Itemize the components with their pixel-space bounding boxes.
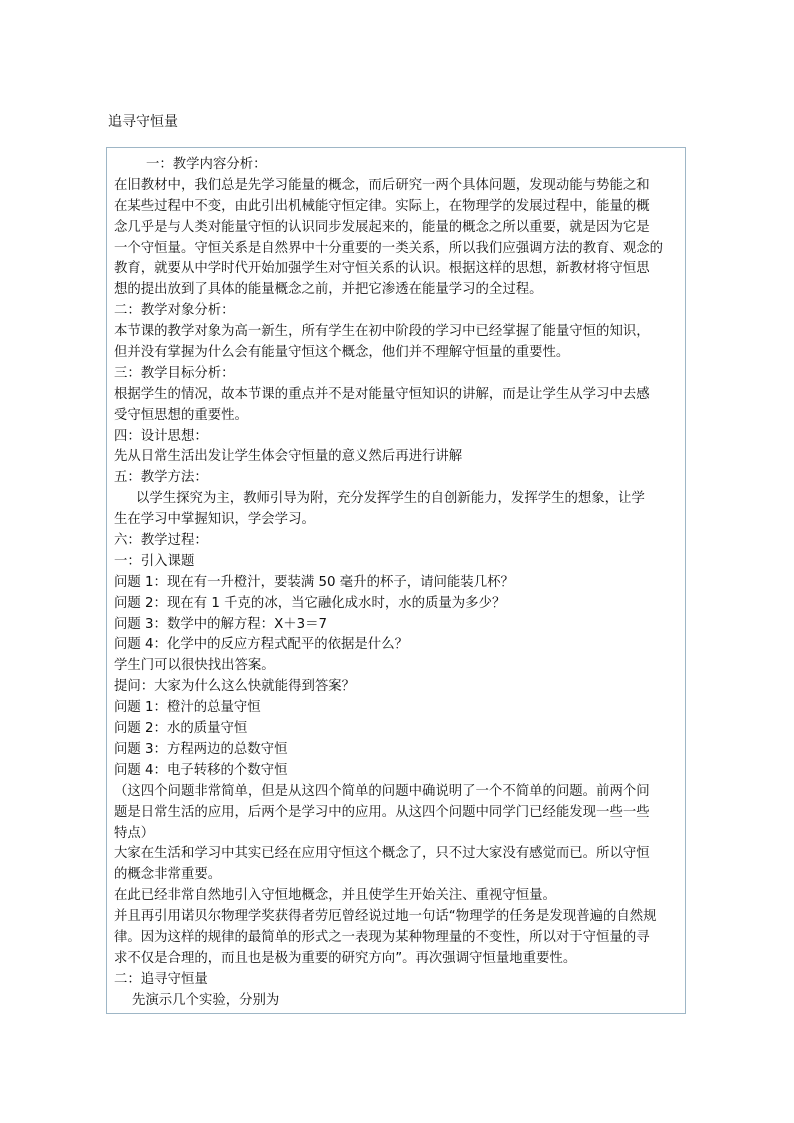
paragraph-line: 题是日常生活的应用，后两个是学习中的应用。从这四个问题中同学门已经能发现一些一些: [114, 804, 650, 820]
document-title: 追寻守恒量: [108, 114, 178, 130]
section-heading: 二：教学对象分析：: [114, 303, 235, 319]
paragraph-line: 在此已经非常自然地引入守恒地概念，并且使学生开始关注、重视守恒量。: [114, 888, 556, 904]
section-heading: 五：教学方法：: [114, 470, 208, 486]
question-line: 问题 1：现在有一升橙汁，要装满 50 毫升的杯子，请问能装几杯？: [114, 574, 514, 590]
paragraph-line: 但并没有掌握为什么会有能量守恒这个概念，他们并不理解守恒量的重要性。: [114, 345, 570, 361]
question-line: 问题 4：化学中的反应方程式配平的依据是什么？: [114, 637, 408, 653]
paragraph-line: 根据学生的情况，故本节课的重点并不是对能量守恒知识的讲解，而是让学生从学习中去感: [114, 386, 650, 402]
paragraph-line: 并且再引用诺贝尔物理学奖获得者劳厄曾经说过地一句话“物理学的任务是发现普遍的自然规: [114, 909, 657, 925]
paragraph-line: 念几乎是与人类对能量守恒的认识同步发展起来的，能量的概念之所以重要，就是因为它是: [114, 219, 650, 235]
paragraph-line: 先演示几个实验，分别为: [132, 992, 280, 1008]
paragraph-line: 以学生探究为主，教师引导为附，充分发挥学生的自创新能力，发挥学生的想象，让学: [136, 491, 645, 507]
paragraph-line: 本节课的教学对象为高一新生，所有学生在初中阶段的学习中已经掌握了能量守恒的知识，: [114, 324, 650, 340]
paragraph-line: 一个守恒量。守恒关系是自然界中十分重要的一类关系，所以我们应强调方法的教育、观念的: [114, 240, 664, 256]
paragraph-line: 学生门可以很快找出答案。: [114, 658, 275, 674]
paragraph-line: 求不仅是合理的，而且也是极为重要的研究方向”。再次强调守恒量地重要性。: [114, 950, 577, 966]
paragraph-line: 生在学习中掌握知识，学会学习。: [114, 512, 315, 528]
answer-line: 问题 2：水的质量守恒: [114, 721, 248, 737]
question-line: 问题 2：现在有 1 千克的冰，当它融化成水时，水的质量为多少？: [114, 595, 506, 611]
paragraph-line: 大家在生活和学习中其实已经在应用守恒这个概念了，只不过大家没有感觉而已。所以守恒: [114, 846, 650, 862]
section-heading: 四：设计思想：: [114, 428, 208, 444]
section-heading: 六：教学过程：: [114, 533, 208, 549]
paragraph-line: 先从日常生活出发让学生体会守恒量的意义然后再进行讲解: [114, 449, 463, 465]
section-heading: 三：教学目标分析：: [114, 365, 235, 381]
paragraph-line: 在某些过程中不变，由此引出机械能守恒定律。实际上，在物理学的发展过程中，能量的概: [114, 198, 650, 214]
section-heading: 一：教学内容分析：: [146, 157, 267, 172]
paragraph-line: 提问：大家为什么这么快就能得到答案？: [114, 679, 356, 695]
paragraph-line: 受守恒思想的重要性。: [114, 407, 248, 423]
paragraph-line: 的概念非常重要。: [114, 867, 222, 883]
paragraph-line: 特点）: [114, 825, 155, 841]
question-line: 问题 3：数学中的解方程：X＋3＝7: [114, 616, 328, 632]
paragraph-line: 教育，就要从中学时代开始加强学生对守恒关系的认识。根据这样的思想，新教材将守恒思: [114, 261, 650, 277]
paragraph-line: 想的提出放到了具体的能量概念之前，并把它渗透在能量学习的全过程。: [114, 282, 543, 298]
lesson-plan-box: [106, 147, 686, 1014]
paragraph-line: 律。因为这样的规律的最简单的形式之一表现为某种物理量的不变性，所以对于守恒量的寻: [114, 929, 650, 945]
answer-line: 问题 4：电子转移的个数守恒: [114, 762, 288, 778]
answer-line: 问题 3：方程两边的总数守恒: [114, 741, 288, 757]
answer-line: 问题 1：橙汁的总量守恒: [114, 700, 261, 716]
lesson-plan-content: [114, 155, 680, 1012]
paragraph-line: （这四个问题非常简单，但是从这四个简单的问题中确说明了一个不简单的问题。前两个问: [114, 783, 650, 799]
subsection-heading: 二：追寻守恒量: [114, 971, 208, 987]
subsection-heading: 一：引入课题: [114, 553, 195, 569]
paragraph-line: 在旧教材中，我们总是先学习能量的概念，而后研究一两个具体问题，发现动能与势能之和: [114, 177, 650, 193]
